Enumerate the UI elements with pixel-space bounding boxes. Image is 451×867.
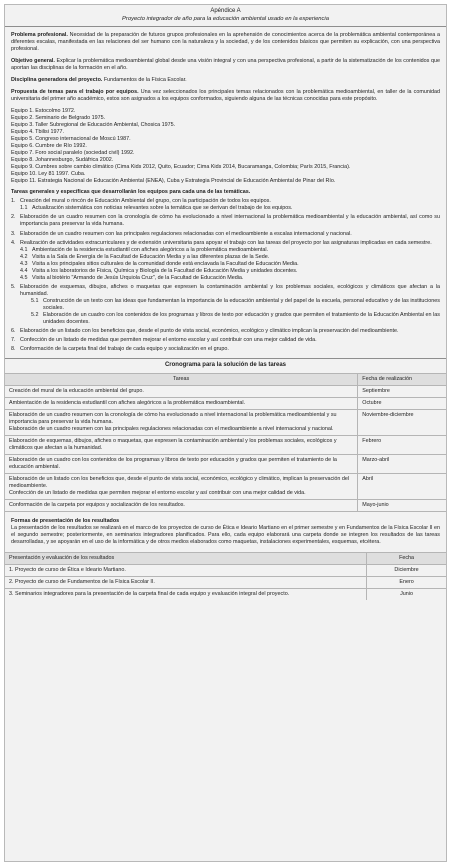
problema-label: Problema profesional.	[11, 32, 68, 39]
list-item: Equipo 5. Congreso internacional de Moscú 1987.	[11, 136, 131, 143]
table-row	[5, 385, 446, 397]
list-item	[11, 275, 440, 282]
subtask-text: Ambientación de la residencia estudiantil con afiches alegóricos a la problemática medioambiental.	[32, 246, 269, 253]
task-cell: Elaboración de un cuadro resumen con la cronología de cómo ha evolucionado a nivel internacional la problemática medioambiental y su importancia para preservar la vida humana. Elaboración de un cuadro resumen con las principales regulaciones relacionadas con el medioambiente a nivel internacional y nacional.	[5, 409, 358, 435]
date-cell: Noviembre-diciembre	[358, 409, 446, 435]
document-header	[5, 5, 446, 27]
list-item	[11, 312, 440, 326]
list-item	[11, 198, 440, 205]
list-item	[11, 328, 440, 335]
problema-paragraph	[11, 32, 440, 53]
subtask-number: 4.3	[20, 260, 28, 267]
subtask-text: Elaboración de un cuadro con los contenidos de los programas y libros de texto por educación y grados que permiten el tratamiento de la Educación Ambiental en las unidades docentes.	[43, 311, 440, 325]
disciplina-label: Disciplina generadora del proyecto.	[11, 77, 103, 84]
list-item: Equipo 2. Seminario de Belgrado 1975.	[11, 115, 106, 122]
task-number: 6.	[11, 327, 16, 334]
propuesta-paragraph	[11, 89, 440, 103]
presentacion-table	[5, 552, 446, 600]
column-header-presentacion: Presentación y evaluación de los resultados	[5, 552, 367, 564]
task-text: Elaboración de esquemas, dibujos, afiches o maquetas que expresen la contaminación ambiental y los problemas sociales, ecológicos y climáticos que afectan a la humanidad.	[20, 283, 440, 297]
task-cell: Elaboración de esquemas, dibujos, afiches o maquetas, que expresen la contaminación ambiental y los problemas sociales, ecológicos y climáticos que afectan a la humanidad.	[5, 435, 358, 454]
propuesta-label: Propuesta de temas para el trabajo por equipos.	[11, 89, 139, 96]
list-item: Equipo 6. Cumbre de Río 1992.	[11, 142, 87, 149]
formas-title: Formas de presentación de los resultados	[11, 517, 120, 524]
document-page	[4, 4, 447, 862]
subtask-text: Visita a la Sala de Energía de la Facultad de Educación Media y a las diferentes plazas de la Sede.	[32, 253, 270, 260]
tareas-title: Tareas generales y específicas que desarrollarán los equipos para cada una de las temáticas.	[11, 189, 251, 196]
list-item: Equipo 9. Cumbres sobre cambio climático (Cima Kids 2012, Quito, Ecuador; Cima Kids 2014, Bucaramanga, Colombia; París 2015, Francia).	[11, 163, 351, 170]
list-item	[11, 231, 440, 238]
task-cell: Conformación de la carpeta por equipos y socialización de los resultados.	[5, 499, 358, 511]
tareas-list	[11, 198, 440, 352]
task-text: Realización de actividades extracurriculares y de extensión universitaria para apoyar el trabajo con las tareas del proyecto por las asignaturas implicadas en cada semestre.	[20, 239, 432, 246]
task-cell: Creación del mural de la educación ambiental del grupo.	[5, 385, 358, 397]
subtask-number: 5.2	[31, 311, 39, 318]
column-header-date: Fecha de realización	[358, 373, 446, 385]
date-cell: Junio	[367, 588, 446, 600]
task-cell: 3. Seminarios integradores para la presentación de la carpeta final de cada equipo y evaluación integral del proyecto.	[5, 588, 367, 600]
date-cell: Octubre	[358, 397, 446, 409]
equipos-list	[11, 108, 440, 184]
list-item	[11, 298, 440, 312]
date-cell: Mayo-junio	[358, 499, 446, 511]
date-cell: Febrero	[358, 435, 446, 454]
subtask-number: 1.1	[20, 205, 28, 212]
list-item	[11, 205, 440, 212]
subtask-number: 4.4	[20, 267, 28, 274]
date-cell: Abril	[358, 473, 446, 499]
subtask-number: 5.1	[31, 297, 39, 304]
task-number: 2.	[11, 214, 16, 221]
list-item: Equipo 3. Taller Subregional de Educación Ambiental, Chosica 1975.	[11, 122, 176, 129]
list-item	[11, 268, 440, 275]
list-item: Equipo 7. Foro social paralelo (sociedad civil) 1992.	[11, 149, 135, 156]
subtask-text: Construcción de un texto con las ideas que fundamentan la importancia de la educación ambiental y del papel de la escuela, personal educativo y de las instituciones sociales.	[43, 297, 440, 311]
document-body	[5, 27, 446, 352]
table-row	[5, 454, 446, 473]
task-number: 1.	[11, 198, 16, 205]
table-row	[5, 564, 446, 576]
task-cell: 1. Proyecto de curso de Ética e Ideario Martiano.	[5, 564, 367, 576]
formas-section	[5, 512, 446, 552]
list-item	[11, 261, 440, 268]
objetivo-text: Explicar la problemática medioambiental global desde una visión integral y con una perspectiva profesional, a partir de la sistematización de los contenidos que aportan las disciplinas de la formación en el año.	[11, 58, 440, 72]
table-row	[5, 499, 446, 511]
subtask-number: 4.5	[20, 274, 28, 281]
task-text: Confección de un listado de medidas que permiten mejorar el entorno escolar y así contribuir con una mejor calidad de vida.	[20, 336, 317, 343]
list-item	[11, 240, 440, 247]
list-item	[11, 247, 440, 254]
task-number: 5.	[11, 283, 16, 290]
list-item: Equipo 10. Ley 81 1997. Cuba.	[11, 170, 86, 177]
objetivo-paragraph	[11, 58, 440, 72]
task-number: 3.	[11, 230, 16, 237]
disciplina-paragraph	[11, 77, 440, 84]
date-cell: Diciembre	[367, 564, 446, 576]
list-item	[11, 346, 440, 353]
task-text: Elaboración de un listado con los beneficios que, desde el punto de vista social, económico, ecológico y climático implican la preservación del medioambiente.	[20, 327, 399, 334]
propuesta-text: Una vez seleccionados los principales temas relacionados con la problemática medioambiental, en taller de la comunidad universitaria del primer año académico, estos son asignados a los equipos conformados, siguiendo alguna de las técnicas conocidas para este propósito.	[11, 89, 441, 103]
table-row	[5, 435, 446, 454]
list-item	[11, 254, 440, 261]
disciplina-text: Fundamentos de la Física Escolar.	[102, 77, 187, 84]
document-subtitle: Proyecto integrador de año para la educación ambiental usado en la experiencia	[122, 15, 329, 22]
table-row	[5, 473, 446, 499]
list-item: Equipo 4. Tbilisi 1977.	[11, 129, 64, 136]
task-cell: Elaboración de un cuadro con los contenidos de los programas y libros de texto por educación y grados que permiten el tratamiento de la educación ambiental.	[5, 454, 358, 473]
column-header-fecha: Fecha	[367, 552, 446, 564]
list-item	[11, 214, 440, 228]
list-item: Equipo 1. Estocolmo 1972.	[11, 108, 76, 115]
table-header-row	[5, 373, 446, 385]
list-item: Equipo 8. Johannesburgo, Sudáfrica 2002.	[11, 156, 114, 163]
table-header-row	[5, 552, 446, 564]
date-cell: Enero	[367, 576, 446, 588]
subtask-text: Visita a los laboratorios de Física, Química y Biología de la Facultad de Educación Media y unidades docentes.	[32, 267, 298, 274]
subtask-number: 4.1	[20, 246, 28, 253]
problema-text: Necesidad de la preparación de futuros grupos profesionales en la aprehensión de conocimientos acerca de la problemática ambiental contemporánea a diferentes escalas, manifestada en las relaciones del ser humano con la naturaleza y la sociedad, y de los contenidos básicos que permiten su explicación, con una perspectiva profesional.	[11, 32, 440, 53]
cronograma-table	[5, 373, 446, 512]
appendix-label: Apéndice A	[210, 8, 241, 14]
column-header-tasks: Tareas	[5, 373, 358, 385]
list-item: Equipo 11. Estrategia Nacional de Educación Ambiental (ENEA), Cuba y Estrategia Provincial de Educación Ambiental de Pinar del Río.	[11, 177, 336, 184]
date-cell: Marzo-abril	[358, 454, 446, 473]
date-cell: Septiembre	[358, 385, 446, 397]
task-text: Conformación de la carpeta final del trabajo de cada equipo y socialización en el grupo.	[20, 345, 229, 352]
table-row	[5, 397, 446, 409]
subtask-text: Visita a los principales sitios culturales de la comunidad donde está enclavada la Facultad de Educación Media.	[32, 260, 299, 267]
cronograma-title: Cronograma para la solución de las tareas	[164, 361, 287, 368]
task-text: Elaboración de un cuadro resumen con la cronología de cómo ha evolucionado a nivel internacional la problemática medioambiental y la educación ambiental, así como su importancia para preservar la vida humana.	[20, 214, 440, 228]
table-row	[5, 576, 446, 588]
subtask-text: Visita al biotério "Armando de Jesús Urquiola Cruz", de la Facultad de Educación Media.	[32, 274, 244, 281]
task-text: Elaboración de un cuadro resumen con las principales regulaciones relacionadas con el medioambiente a escalas internacional y nacional.	[20, 230, 352, 237]
task-number: 7.	[11, 336, 16, 343]
list-item	[11, 284, 440, 298]
task-cell: Elaboración de un listado con los beneficios que, desde el punto de vista social, económico, ecológico y climático, implican la preservación del medioambiente. Confección de un listado de medidas que permiten mejorar el entorno escolar y así contribuir con una mejor calidad de vida.	[5, 473, 358, 499]
task-text: Creación del mural o rincón de Educación Ambiental del grupo, con la participación de todos los equipos.	[20, 198, 271, 205]
objetivo-label: Objetivo general.	[11, 58, 55, 65]
table-row	[5, 588, 446, 600]
subtask-number: 4.2	[20, 253, 28, 260]
list-item	[11, 337, 440, 344]
formas-text: La presentación de los resultados se realizará en el marco de los proyectos de curso de Ética e Ideario Martiano en el primer semestre y en Fundamentos de la Física Escolar II en el segundo semestre; posteriormente, en seminarios integradores planificados. Para ello, cada equipo elaborará una carpeta donde se integren los resultados de las tareas desarrolladas, y se apoyarán en el uso de la informática y de otros medios elaborados como maquetas, instalaciones experimentales, esquemas, etcétera.	[11, 524, 440, 545]
subtask-text: Actualización sistemática con noticias relevantes sobre la temática que se derivan del trabajo de los equipos.	[32, 205, 293, 212]
task-number: 8.	[11, 345, 16, 352]
task-number: 4.	[11, 239, 16, 246]
table-row	[5, 409, 446, 435]
task-cell: 2. Proyecto de curso de Fundamentos de la Física Escolar II.	[5, 576, 367, 588]
task-cell: Ambientación de la residencia estudiantil con afiches alegóricos a la problemática medioambiental.	[5, 397, 358, 409]
